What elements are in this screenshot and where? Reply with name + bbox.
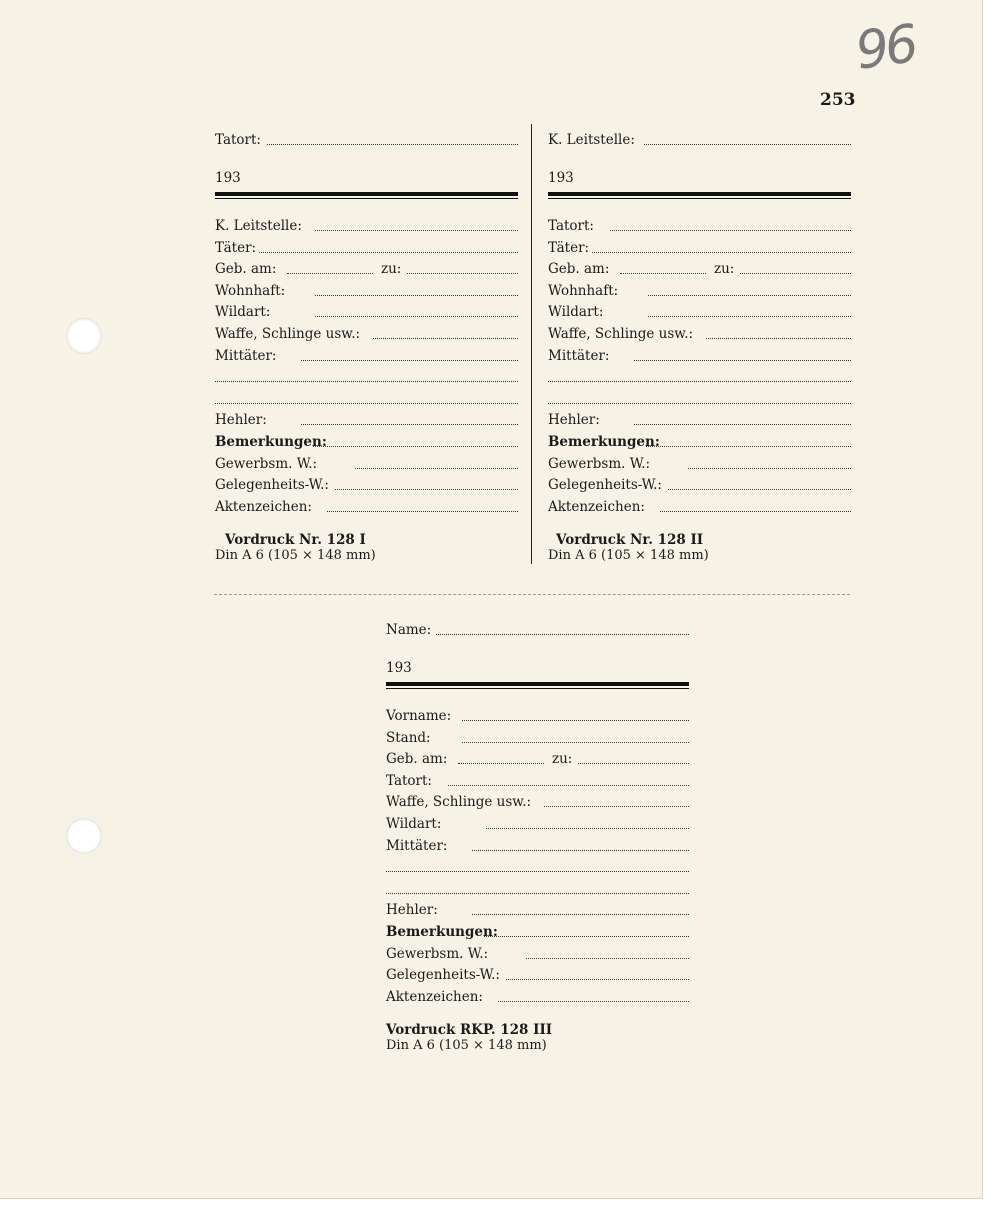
form-field-row bbox=[386, 965, 689, 985]
form-field-row bbox=[386, 944, 689, 964]
field-input-line[interactable] bbox=[462, 742, 689, 743]
form-field-row bbox=[215, 302, 518, 322]
field-input-line[interactable] bbox=[472, 914, 689, 915]
field-input-line[interactable] bbox=[526, 958, 689, 959]
form-field-row bbox=[386, 771, 689, 791]
form-field-row bbox=[548, 302, 851, 322]
form-field-row bbox=[548, 281, 851, 301]
field-label: K. Leitstelle: bbox=[215, 218, 302, 234]
heavy-rule bbox=[548, 192, 851, 196]
birth-place-label: zu: bbox=[714, 261, 735, 278]
field-label: Vorname: bbox=[386, 708, 452, 724]
form-field-row bbox=[548, 432, 851, 452]
form-field-row bbox=[548, 216, 851, 236]
birth-place-label: zu: bbox=[552, 751, 573, 768]
field-input-line[interactable] bbox=[544, 806, 689, 807]
form-field-row bbox=[548, 454, 851, 474]
field-label: Hehler: bbox=[386, 902, 438, 919]
field-label: Hehler: bbox=[215, 412, 267, 429]
field-input-line[interactable] bbox=[386, 871, 689, 872]
form-field-row bbox=[215, 410, 518, 430]
form-number: Vordruck RKP. 128 III bbox=[386, 1022, 553, 1038]
birth-place-label: zu: bbox=[381, 261, 402, 278]
field-input-line[interactable] bbox=[215, 403, 518, 404]
card-title-row bbox=[548, 130, 851, 150]
thin-rule bbox=[215, 198, 518, 199]
form-field-row bbox=[548, 475, 851, 495]
form-field-row bbox=[386, 749, 689, 769]
birth-place-input-line[interactable] bbox=[740, 273, 851, 274]
form-field-row bbox=[215, 281, 518, 301]
field-label: Aktenzeichen: bbox=[548, 498, 645, 515]
field-label: Mittäter: bbox=[386, 837, 448, 854]
year-prefix: 193 bbox=[386, 660, 412, 676]
field-input-line[interactable] bbox=[484, 936, 689, 937]
form-field-row bbox=[215, 259, 518, 279]
birth-place-input-line[interactable] bbox=[407, 273, 518, 274]
form-field-row bbox=[548, 259, 851, 279]
field-input-line[interactable] bbox=[646, 446, 851, 447]
punch-hole-bottom bbox=[66, 818, 102, 854]
field-input-line[interactable] bbox=[315, 230, 518, 231]
thin-rule bbox=[386, 688, 689, 689]
form-field-row bbox=[548, 238, 851, 258]
form-field-row bbox=[215, 497, 518, 517]
form-field-row bbox=[548, 367, 851, 387]
field-label: Wildart: bbox=[386, 816, 442, 832]
field-input-line[interactable] bbox=[355, 468, 518, 469]
form-field-row bbox=[548, 497, 851, 517]
field-label: Stand: bbox=[386, 729, 431, 746]
field-input-line[interactable] bbox=[259, 252, 518, 253]
field-label: Mittäter: bbox=[548, 347, 610, 364]
field-label: Gewerbsm. W.: bbox=[215, 455, 318, 472]
form-field-row bbox=[215, 454, 518, 474]
field-input-line[interactable] bbox=[448, 785, 689, 786]
handwritten-number: 96 bbox=[852, 14, 919, 82]
year-prefix: 193 bbox=[215, 170, 241, 186]
field-input-line[interactable] bbox=[386, 893, 689, 894]
thin-rule bbox=[548, 198, 851, 199]
card-title-input-line[interactable] bbox=[644, 144, 851, 145]
field-input-line[interactable] bbox=[301, 424, 518, 425]
field-label: Bemerkungen: bbox=[215, 434, 327, 450]
field-input-line[interactable] bbox=[313, 446, 518, 447]
field-label: Täter: bbox=[548, 239, 590, 256]
field-label: Täter: bbox=[215, 239, 257, 256]
field-input-line[interactable] bbox=[462, 720, 689, 721]
field-label: Tatort: bbox=[386, 772, 432, 789]
field-label: Aktenzeichen: bbox=[386, 988, 483, 1005]
form-field-row bbox=[386, 900, 689, 920]
field-input-line[interactable] bbox=[706, 338, 851, 339]
heavy-rule bbox=[386, 682, 689, 686]
field-label: Geb. am: bbox=[386, 751, 448, 768]
field-label: Aktenzeichen: bbox=[215, 498, 312, 515]
card-title-input-line[interactable] bbox=[267, 144, 518, 145]
form-field-row bbox=[215, 475, 518, 495]
field-input-line[interactable] bbox=[660, 511, 851, 512]
field-label: Waffe, Schlinge usw.: bbox=[386, 794, 532, 811]
birth-date-input-line[interactable] bbox=[458, 763, 544, 764]
year-prefix: 193 bbox=[548, 170, 574, 186]
form-field-row bbox=[386, 879, 689, 899]
field-input-line[interactable] bbox=[548, 403, 851, 404]
field-label: Gelegenheits-W.: bbox=[548, 477, 662, 494]
field-input-line[interactable] bbox=[472, 850, 689, 851]
field-label: Wildart: bbox=[215, 304, 271, 321]
field-input-line[interactable] bbox=[506, 979, 689, 980]
field-label: Geb. am: bbox=[548, 261, 610, 278]
din-format: Din A 6 (105 × 148 mm) bbox=[548, 548, 709, 563]
form-field-row bbox=[215, 324, 518, 344]
din-format: Din A 6 (105 × 148 mm) bbox=[215, 548, 376, 563]
form-field-row bbox=[386, 857, 689, 877]
field-input-line[interactable] bbox=[335, 489, 518, 490]
field-label: Wohnhaft: bbox=[548, 282, 619, 299]
card-divider-line bbox=[531, 124, 532, 564]
form-field-row bbox=[386, 922, 689, 942]
card-title-row bbox=[386, 620, 689, 640]
form-field-row bbox=[548, 346, 851, 366]
form-field-row bbox=[215, 216, 518, 236]
field-input-line[interactable] bbox=[215, 381, 518, 382]
field-input-line[interactable] bbox=[634, 360, 851, 361]
form-field-row bbox=[386, 706, 689, 726]
field-input-line[interactable] bbox=[668, 489, 851, 490]
form-field-row bbox=[215, 346, 518, 366]
card-title-label: Name: bbox=[386, 622, 432, 638]
card-title-label: Tatort: bbox=[215, 132, 261, 148]
field-input-line[interactable] bbox=[301, 360, 518, 361]
field-input-line[interactable] bbox=[315, 295, 518, 296]
form-field-row bbox=[386, 987, 689, 1007]
field-input-line[interactable] bbox=[610, 230, 851, 231]
field-label: Hehler: bbox=[548, 412, 600, 429]
birth-date-input-line[interactable] bbox=[620, 273, 706, 274]
field-input-line[interactable] bbox=[634, 424, 851, 425]
field-label: Gewerbsm. W.: bbox=[386, 945, 489, 962]
page-number: 253 bbox=[820, 90, 856, 110]
heavy-rule bbox=[215, 192, 518, 196]
field-input-line[interactable] bbox=[592, 252, 851, 253]
form-field-row bbox=[386, 728, 689, 748]
form-field-row bbox=[215, 389, 518, 409]
field-input-line[interactable] bbox=[648, 295, 851, 296]
field-label: Geb. am: bbox=[215, 261, 277, 278]
form-field-row bbox=[386, 792, 689, 812]
field-label: Bemerkungen: bbox=[386, 924, 498, 940]
card-title-input-line[interactable] bbox=[436, 634, 689, 635]
field-label: Wildart: bbox=[548, 304, 604, 321]
field-input-line[interactable] bbox=[315, 316, 518, 317]
cut-line bbox=[214, 594, 850, 595]
form-field-row bbox=[215, 238, 518, 258]
punch-hole-top bbox=[66, 318, 102, 354]
form-field-row bbox=[215, 367, 518, 387]
form-number: Vordruck Nr. 128 II bbox=[556, 532, 704, 548]
field-input-line[interactable] bbox=[548, 381, 851, 382]
birth-place-input-line[interactable] bbox=[578, 763, 689, 764]
field-label: Mittäter: bbox=[215, 347, 277, 364]
form-field-row bbox=[386, 814, 689, 834]
form-field-row bbox=[548, 389, 851, 409]
field-label: Bemerkungen: bbox=[548, 434, 660, 450]
field-input-line[interactable] bbox=[327, 511, 518, 512]
field-input-line[interactable] bbox=[373, 338, 518, 339]
birth-date-input-line[interactable] bbox=[287, 273, 373, 274]
din-format: Din A 6 (105 × 148 mm) bbox=[386, 1038, 547, 1053]
form-number: Vordruck Nr. 128 I bbox=[225, 532, 366, 548]
field-input-line[interactable] bbox=[486, 828, 689, 829]
card-title-label: K. Leitstelle: bbox=[548, 132, 635, 148]
card-title-row bbox=[215, 130, 518, 150]
form-field-row bbox=[548, 410, 851, 430]
field-label: Gewerbsm. W.: bbox=[548, 455, 651, 472]
form-field-row bbox=[548, 324, 851, 344]
field-input-line[interactable] bbox=[648, 316, 851, 317]
field-label: Gelegenheits-W.: bbox=[386, 967, 500, 984]
field-input-line[interactable] bbox=[498, 1001, 689, 1002]
form-field-row bbox=[386, 836, 689, 856]
field-input-line[interactable] bbox=[688, 468, 851, 469]
field-label: Waffe, Schlinge usw.: bbox=[548, 326, 694, 342]
field-label: Wohnhaft: bbox=[215, 282, 286, 299]
field-label: Tatort: bbox=[548, 218, 594, 234]
form-field-row bbox=[215, 432, 518, 452]
field-label: Gelegenheits-W.: bbox=[215, 477, 329, 494]
field-label: Waffe, Schlinge usw.: bbox=[215, 326, 361, 342]
